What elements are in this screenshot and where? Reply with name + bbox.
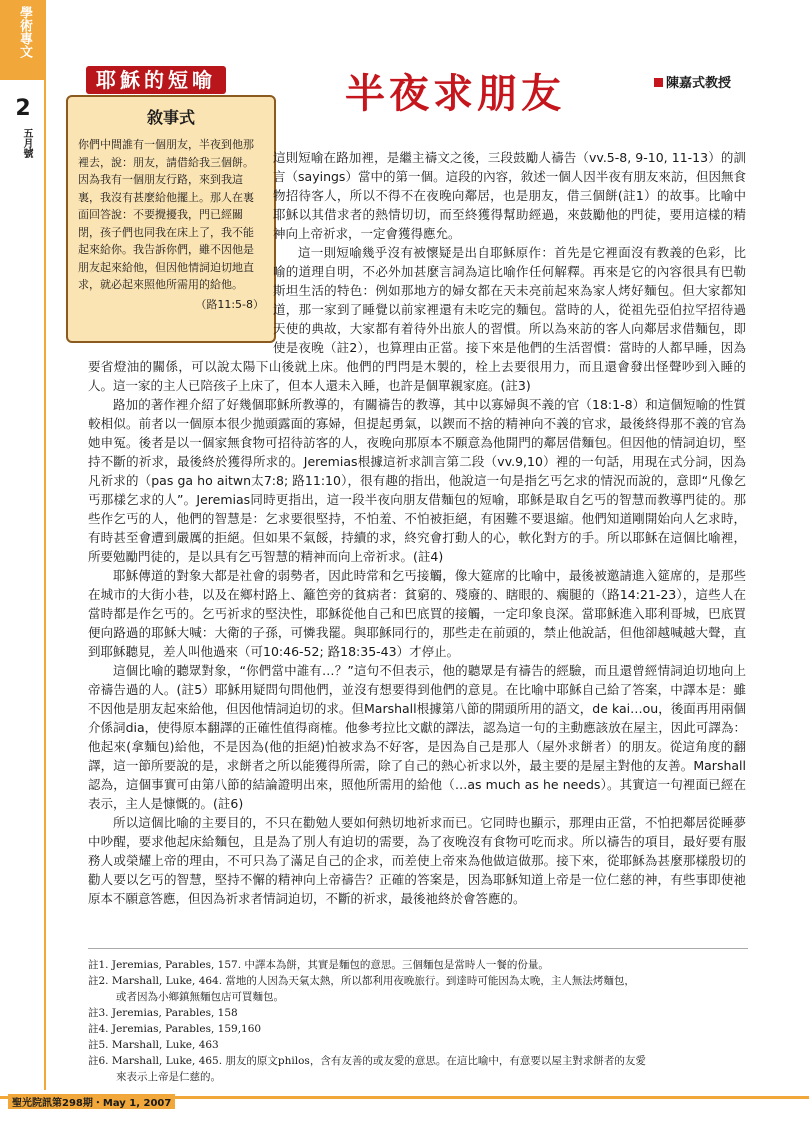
- paragraph: 這一則短喻幾乎沒有被懷疑是出自耶穌原作：首先是它裡面沒有教義的色彩，比喻的道理自明，不必外加甚麼言詞為這比喻作任何解釋。再來是它的內容很具有巴勒斯坦生活的特色：例如那地方的婦女都在天未亮前起來為家人烤好麵包。但大家都知道，那一家到了睡覺以前家裡還有未吃完的麵包。當時的人，從祖先亞伯拉罕招待過天使的典故，大家都有着待外出旅人的習慣。所以為來訪的客人向鄰居求借麵包，即使是夜晚（註2），也算理由正當。接下來是他們的生活習慣：當時的人都早睡，因為要省燈油的關係，可以說太陽下山後就上床。他們的門閂是木製的，栓上去要很用力，而且還會發出怪聲吵到入睡的人。這一家的主人已陪孩子上床了，但本人還未入睡，也許是個單親家庭。(註3): [88, 245, 746, 393]
- footnote: [88, 1005, 748, 1021]
- footnote-text: Jeremias, Parables, 157. 中譯本為餅，其實是麵包的意思。三個麵包是當時人一餐的份量。: [111, 959, 549, 971]
- footnote-label: 註5.: [88, 1039, 109, 1051]
- scripture-box-title: 敘事式: [146, 108, 195, 127]
- article-body: [88, 148, 746, 908]
- footnote-text: Jeremias, Parables, 158: [111, 1007, 238, 1019]
- page-number: 2: [15, 96, 31, 121]
- article-title: 半夜求朋友: [345, 70, 565, 117]
- footnote-continuation: 或者因為小鄉鎮無麵包店可買麵包。: [116, 991, 284, 1003]
- author-byline: [654, 72, 731, 91]
- footer-issue: 聖光院訊第298期・May 1, 2007: [8, 1094, 175, 1109]
- paragraph: 這個比喻的聽眾對象，“你們當中誰有…？”這句不但表示，他的聽眾是有禱告的經驗，而且還曾經情詞迫切地向上帝禱告過的人。(註5）耶穌用疑問句問他們，並沒有想要得到他們的意見。在比喻中耶穌自己給了答案，中譯本是：雖不因他是朋友起來給他，但因他情詞迫切的求。但Marshall根據第八節的開頭所用的語文，de kai…ou，後面再用兩個介係詞dia，使得原本翻譯的正確性值得商榷。他參考拉比文獻的譯法，認為這一句的主動應該放在屋主，因此可譯為：他起來(拿麵包)給他，不是因為(他的拒絕)怕被求為不好客，是因為自己是那人（屋外求餅者）的朋友。從這角度的翻譯，這一節所要說的是，求餅者之所以能獲得所需，除了自己的熱心祈求以外，最主要的是屋主對他的友善。Marshall認為，這個事實可由第八節的結論證明出來，照他所需用的給他（…as much as he needs）。其實這一句裡面已經在表示，主人是慷慨的。(註6): [88, 663, 746, 811]
- footnote-text: Marshall, Luke, 464. 當地的人因為天氣太熱，所以都利用夜晚旅行。到達時可能因為太晚，主人無法烤麵包，: [111, 975, 635, 987]
- paragraph: 所以這個比喻的主要目的，不只在勸勉人要如何熱切地祈求而已。它同時也顯示，那理由正當，不怕把鄰居從睡夢中吵醒，要求他起床給麵包，且是為了別人有迫切的需要，為了夜晚沒有食物可吃而求。所以禱告的項目，最好要有服務人或榮耀上帝的理由，不可只為了滿足自己的企求，而差使上帝來為他做這做那。接下來，從耶穌為甚麼那樣殷切的勸人要以乞丐的智慧，堅持不懈的精神向上帝禱告？正確的答案是，因為耶穌知道上帝是一位仁慈的神，有些事即使祂原本不願意答應，但因為祈求者情詞迫切，不斷的祈求，最後祂終於會答應的。: [88, 815, 746, 906]
- footnote-text: Jeremias, Parables, 159,160: [111, 1023, 262, 1035]
- scripture-reference: （路11:5-8）: [195, 297, 264, 311]
- footnotes: [88, 948, 748, 1085]
- footnote-label: 註4.: [88, 1023, 109, 1035]
- footnote: [88, 957, 748, 973]
- paragraph: 這則短喻在路加裡，是繼主禱文之後，三段鼓勵人禱告（vv.5-8, 9-10, 11-13）的訓言（sayings）當中的第一個。這段的內容，敘述一個人因半夜有朋友來訪，但因無食物招待客人，所以不得不在夜晚向鄰居，也是朋友，借三個餅(註1）的故事。比喻中耶穌以其借求者的熱情切切，而至終獲得幫助經過，來鼓勵他的門徒，要用這樣的精神向上帝祈求，一定會獲得應允。: [273, 150, 746, 241]
- footnote-label: 註3.: [88, 1007, 109, 1019]
- sidebar-rule: [44, 80, 46, 1090]
- footnote: [88, 1037, 748, 1053]
- footnote: [88, 1053, 748, 1085]
- footnote-label: 註1.: [88, 959, 109, 971]
- footnote-label: 註2.: [88, 975, 109, 987]
- column-name: 耶穌的短喻: [86, 66, 226, 94]
- footnote-text: Marshall, Luke, 465. 朋友的原文philos，含有友善的或友愛的意思。在這比喻中，有意要以屋主對求餅者的友愛: [111, 1055, 646, 1067]
- footnote: [88, 973, 748, 1005]
- footnote: [88, 1021, 748, 1037]
- paragraph: 耶穌傳道的對象大都是社會的弱勢者，因此時常和乞丐接觸，像大筵席的比喻中，最後被邀請進入筵席的，是那些在城市的大街小巷，以及在鄉村路上、籬笆旁的貧病者：貧窮的、殘廢的、瞎眼的、瘸腿的（路14:21-23），這些人在當時都是作乞丐的。乞丐祈求的堅決性，耶穌從他自己和巴底買的接觸，一定印象良深。當耶穌進入耶利哥城，巴底買便向路過的耶穌大喊：大衛的子孫，可憐我罷。與耶穌同行的，那些走在前頭的，禁止他說話，但他卻越喊越大聲，直到耶穌聽見，差人叫他過來（可10:46-52; 路18:35-43）才停止。: [88, 568, 746, 659]
- author-name: 陳嘉式教授: [666, 76, 732, 91]
- paragraph: 路加的著作裡介紹了好幾個耶穌所教導的，有關禱告的教導，其中以寡婦與不義的官（18:1-8）和這個短喻的性質較相似。前者以一個原本很少拋頭露面的寡婦，但提起勇氣，以鍥而不捨的精神向不義的官求，最後終得那不義的官為她申冤。後者是以一個家無食物可招待訪客的人，夜晚向那原本不願意為他開門的鄰居借麵包。但因他的情詞迫切，堅持不斷的祈求，最後終於獲得所求的。Jeremias根據這祈求訓言第二段（vv.9,10）裡的一句話，用現在式分詞，因為凡祈求的（pas ga ho aitwn太7:8; 路11:10），很有趣的指出，他說這一句是指乞丐乞求的情況而說的，意即“凡像乞丐那樣乞求的人”。Jeremias同時更指出，這一段半夜向朋友借麵包的短喻，耶穌是取自乞丐的智慧而教導門徒的。那些作乞丐的人，他們的智慧是：乞求要很堅持，不怕羞、不怕被拒絕，有困難不要退縮。他們知道剛開始向人乞求時，有時甚至會遭到嚴厲的拒絕。但如果不氣餒，持續的求，終究會打動人的心，軟化對方的手。所以耶穌在這個比喻裡，所要勉勵門徒的，是以具有乞丐智慧的精神而向上帝祈求。(註4): [88, 397, 746, 564]
- sidebar: [0, 0, 46, 1100]
- issue-month: 五月號: [21, 128, 32, 158]
- scripture-text: 你們中間誰有一個朋友，半夜到他那裡去，說：朋友，請借給我三個餅。因為我有一個朋友行路，來到我這裏，我沒有甚麼給他擺上。那人在裏面回答說：不要攪擾我，門已經關閉，孩子們也同我在床上了，我不能起來給你。我告訴你們，雖不因他是朋友起來給他，但因他情詞迫切地直求，就必起來照他所需用的給他。: [78, 138, 254, 291]
- footnote-continuation: 來表示上帝是仁慈的。: [116, 1071, 221, 1083]
- footnote-label: 註6.: [88, 1055, 109, 1067]
- sidebar-tab: [0, 0, 46, 80]
- footnote-text: Marshall, Luke, 463: [111, 1039, 219, 1051]
- square-bullet-icon: [654, 78, 663, 87]
- column-title: 學術專文: [17, 6, 32, 58]
